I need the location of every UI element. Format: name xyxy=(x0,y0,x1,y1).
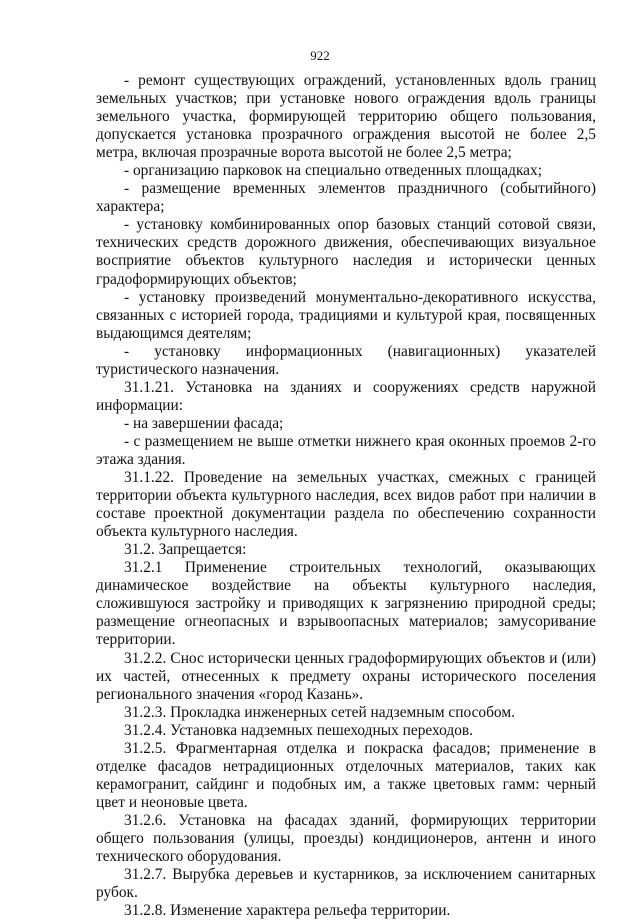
paragraph-monumental-art: - установку произведений монументально-декоративного искусства, связанных с историей города, традициями и культурой края, посвященных выдающимся деятелям; xyxy=(96,288,596,342)
page-number: 922 xyxy=(310,48,330,63)
document-body xyxy=(96,72,596,920)
paragraph-31-2-4: 31.2.4. Установка надземных пешеходных переходов. xyxy=(124,721,474,739)
paragraph-31-2-1: 31.2.1 Применение строительных технологий, оказывающих динамическое воздействие на объекты культурного наследия, сложившуюся застройку и приводящих к загрязнению природной среды; размещение огнеопасных и взрывоопасных материалов; замусоривание территории. xyxy=(96,559,596,649)
paragraph-facade-top: - на завершении фасада; xyxy=(124,414,284,432)
paragraph-fence-repair: - ремонт существующих ограждений, установленных вдоль границ земельных участков; при установке нового ограждения вдоль границы земельного участка, формирующей территорию общего пользования, допускается установка прозрачного ограждения высотой не более 2,5 метра, включая прозрачные ворота высотой не более 2,5 метра; xyxy=(96,72,596,162)
paragraph-31-2-5: 31.2.5. Фрагментарная отделка и покраска фасадов; применение в отделке фасадов нетрадиционных отделочных материалов, таких как керамогранит, сайдинг и подобных им, а также цветовых гамм: черный цвет и неоновые цвета. xyxy=(96,739,596,811)
paragraph-31-2-7: 31.2.7. Вырубка деревьев и кустарников, за исключением санитарных рубок. xyxy=(96,866,596,902)
paragraph-31-1-21: 31.1.21. Установка на зданиях и сооружениях средств наружной информации: xyxy=(96,378,596,414)
paragraph-31-2-6: 31.2.6. Установка на фасадах зданий, формирующих территории общего пользования (улицы, проезды) кондиционеров, антенн и иного технического оборудования. xyxy=(96,811,596,866)
paragraph-festive-elements: - размещение временных элементов праздничного (событийного) характера; xyxy=(96,180,596,216)
paragraph-31-2-8: 31.2.8. Изменение характера рельефа территории. xyxy=(124,902,451,920)
paragraph-parking: - организацию парковок на специально отведенных площадках; xyxy=(124,162,542,180)
paragraph-combined-supports: - установку комбинированных опор базовых станций сотовой связи, технических средств дорожного движения, обеспечивающих визуальное восприятие объектов культурного наследия и исторически ценных градоформирующих объектов; xyxy=(96,216,596,288)
paragraph-tourist-signs: - установку информационных (навигационных) указателей туристического назначения. xyxy=(96,342,596,378)
paragraph-31-2-2: 31.2.2. Снос исторически ценных градоформирующих объектов и (или) их частей, отнесенных к предмету охраны исторического поселения регионального значения «город Казань». xyxy=(96,649,596,703)
paragraph-second-floor-limit: - с размещением не выше отметки нижнего края оконных проемов 2-го этажа здания. xyxy=(96,432,596,468)
paragraph-31-2-heading: 31.2. Запрещается: xyxy=(124,541,247,559)
paragraph-31-2-3: 31.2.3. Прокладка инженерных сетей надземным способом. xyxy=(124,703,515,721)
paragraph-31-1-22: 31.1.22. Проведение на земельных участках, смежных с границей территории объекта культурного наследия, всех видов работ при наличии в составе проектной документации раздела по обеспечению сохранности объекта культурного наследия. xyxy=(96,469,596,541)
